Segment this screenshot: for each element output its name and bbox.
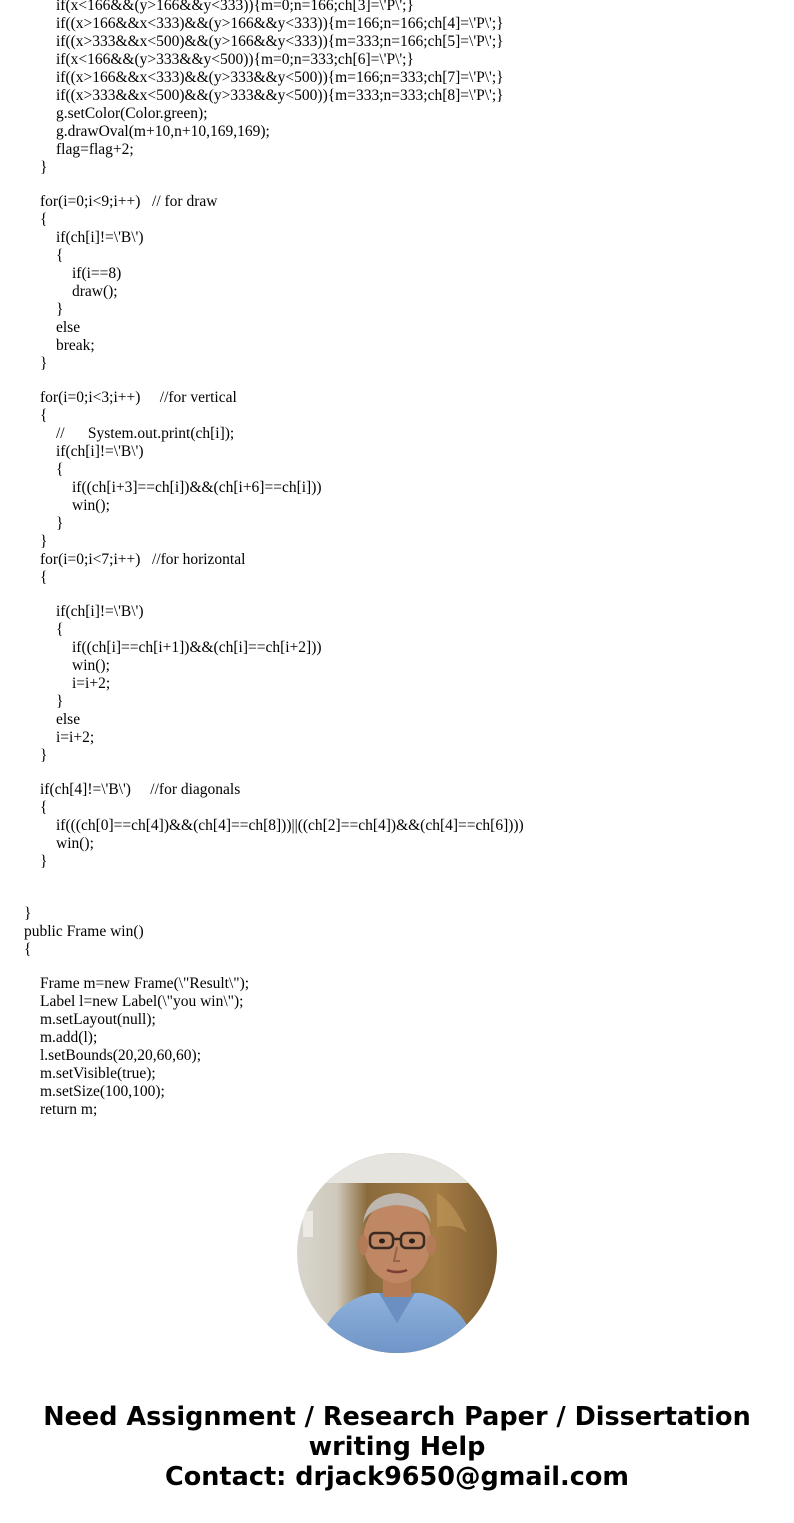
code-line: if((ch[i+3]==ch[i])&&(ch[i+6]==ch[i])) [72,479,322,496]
code-line: if((x>166&&x<333)&&(y>333&&y<500)){m=166;n=333;ch[7]=\'P\';} [56,69,504,86]
code-line: for(i=0;i<3;i++) //for vertical [40,389,237,406]
code-line: g.drawOval(m+10,n+10,169,169); [56,123,270,140]
code-line: } [56,515,64,532]
code-line: break; [56,337,95,354]
person-photo-icon [297,1153,497,1353]
code-line: { [56,247,64,264]
code-line: if(ch[4]!=\'B\') //for diagonals [40,781,241,798]
presenter-avatar [297,1153,497,1353]
code-line: } [40,853,48,870]
code-line: if(x<166&&(y>166&&y<333)){m=0;n=166;ch[3]=\'P\';} [56,0,414,14]
code-line: } [56,693,64,710]
code-line: Label l=new Label(\"you win\"); [40,993,244,1010]
banner-line-contact: Contact: drjack9650@gmail.com [165,1462,629,1492]
code-line: } [40,159,48,176]
code-line: { [56,461,64,478]
code-line: { [24,941,32,958]
code-line: if((ch[i]==ch[i+1])&&(ch[i]==ch[i+2])) [72,639,322,656]
code-line: flag=flag+2; [56,141,134,158]
code-line: Frame m=new Frame(\"Result\"); [40,975,250,992]
code-line: else [56,711,81,728]
code-line: } [40,355,48,372]
code-line: if((x>333&&x<500)&&(y>166&&y<333)){m=333;n=166;ch[5]=\'P\';} [56,33,504,50]
code-line: { [40,407,48,424]
code-line: for(i=0;i<7;i++) //for horizontal [40,551,246,568]
code-line: // System.out.print(ch[i]); [56,425,235,442]
code-line: m.setSize(100,100); [40,1083,165,1100]
banner-line-help: writing Help [308,1432,486,1462]
code-line: if((x>166&&x<333)&&(y>166&&y<333)){m=166;n=166;ch[4]=\'P\';} [56,15,504,32]
code-line: if(i==8) [72,265,122,282]
code-line: if((x>333&&x<500)&&(y>333&&y<500)){m=333;n=333;ch[8]=\'P\';} [56,87,504,104]
code-line: m.setLayout(null); [40,1011,156,1028]
code-line: } [40,533,48,550]
code-line: draw(); [72,283,118,300]
code-line: return m; [40,1101,98,1118]
code-line: win(); [56,835,94,852]
code-line: if(x<166&&(y>333&&y<500)){m=0;n=333;ch[6]=\'P\';} [56,51,414,68]
code-line: } [24,905,32,922]
code-line: g.setColor(Color.green); [56,105,208,122]
banner-line-assignment: Need Assignment / Research Paper / Dissertation [43,1402,751,1432]
code-line: win(); [72,497,110,514]
code-line: m.add(l); [40,1029,98,1046]
code-line: { [56,621,64,638]
code-line: for(i=0;i<9;i++) // for draw [40,193,218,210]
code-line: { [40,569,48,586]
code-line: i=i+2; [56,729,95,746]
code-line: l.setBounds(20,20,60,60); [40,1047,202,1064]
code-line: i=i+2; [72,675,111,692]
code-line: } [56,301,64,318]
code-line: } [40,747,48,764]
code-line: win(); [72,657,110,674]
code-line: if(((ch[0]==ch[4])&&(ch[4]==ch[8]))||((ch[2]==ch[4])&&(ch[4]==ch[6]))) [56,817,524,834]
code-line: if(ch[i]!=\'B\') [56,443,144,460]
contact-banner [0,1402,794,1492]
code-line: public Frame win() [24,923,144,940]
code-line: else [56,319,81,336]
code-line: if(ch[i]!=\'B\') [56,229,144,246]
code-line: m.setVisible(true); [40,1065,156,1082]
code-line: if(ch[i]!=\'B\') [56,603,144,620]
code-line: { [40,211,48,228]
code-line: { [40,799,48,816]
